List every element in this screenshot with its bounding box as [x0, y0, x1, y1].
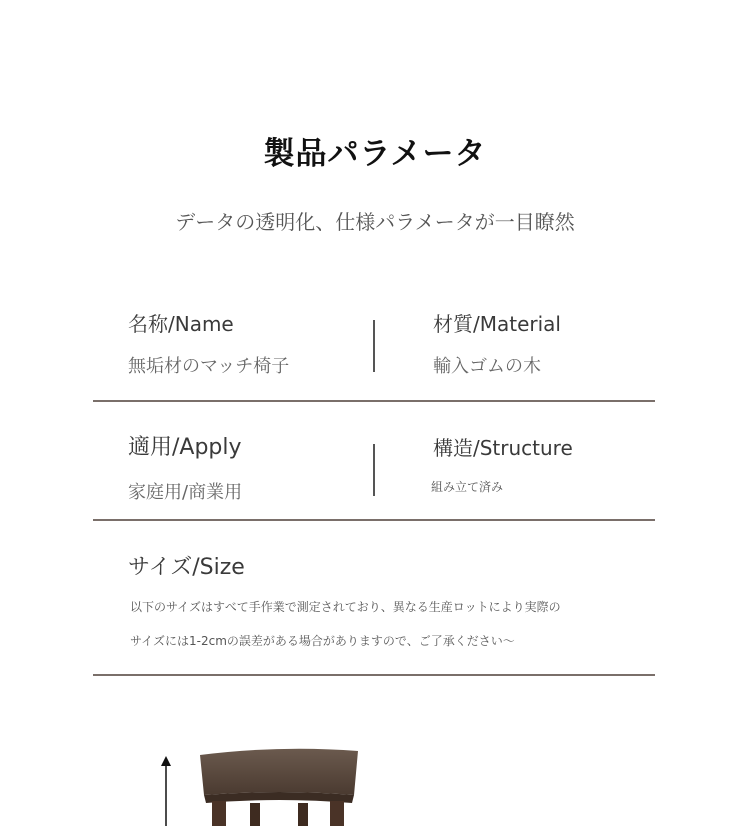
- row-divider: [93, 519, 655, 521]
- apply-value: 家庭用/商業用: [128, 482, 243, 503]
- column-divider: [373, 444, 375, 496]
- column-divider: [373, 320, 375, 372]
- apply-label: 適用/Apply: [128, 435, 242, 460]
- name-value: 無垢材のマッチ椅子: [128, 356, 290, 377]
- chair-image: [190, 745, 370, 826]
- material-label: 材質/Material: [433, 312, 561, 336]
- row-divider: [93, 400, 655, 402]
- page-title: 製品パラメータ: [263, 136, 487, 172]
- structure-value: 組み立て済み: [431, 480, 504, 494]
- size-label: サイズ/Size: [128, 555, 245, 580]
- up-arrow-icon: [158, 756, 174, 826]
- page-subtitle: データの透明化、仕様パラメータが一目瞭然: [175, 210, 575, 234]
- material-value: 輸入ゴムの木: [433, 356, 541, 377]
- size-note-line1: 以下のサイズはすべて手作業で測定されており、異なる生産ロットにより実際の: [130, 600, 561, 614]
- row-divider: [93, 674, 655, 676]
- name-label: 名称/Name: [128, 312, 234, 336]
- size-note-line2: サイズには1-2cmの誤差がある場合がありますので、ご了承ください～: [130, 634, 515, 648]
- structure-label: 構造/Structure: [433, 436, 573, 460]
